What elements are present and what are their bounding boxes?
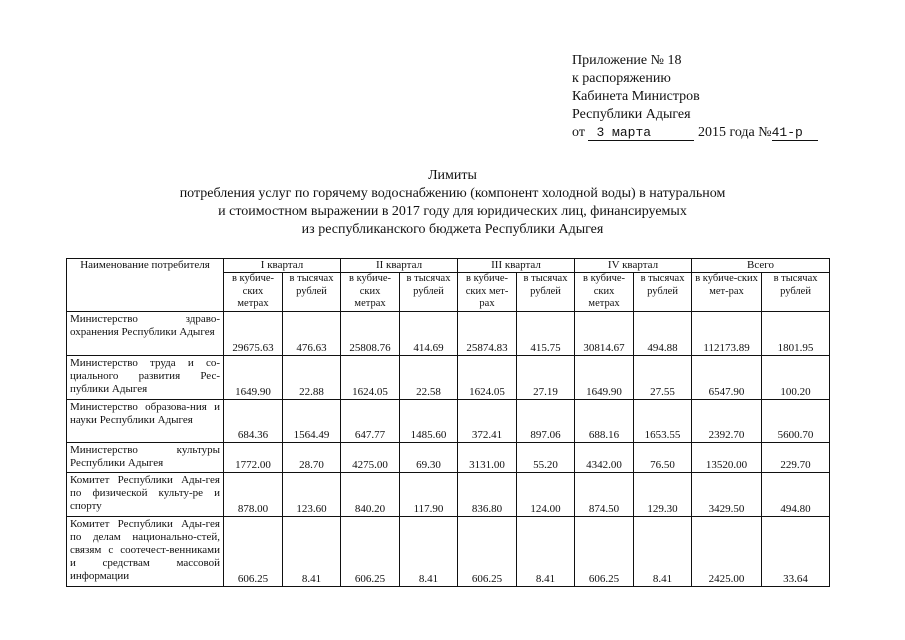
name-column-header: Наименование потребителя — [67, 259, 224, 312]
q1-volume-header: в кубиче-ских метрах — [224, 273, 283, 312]
table-cell: 124.00 — [517, 472, 575, 516]
table-cell: 897.06 — [517, 399, 575, 442]
appendix-issuer: Кабинета Министров — [572, 89, 700, 104]
table-cell: 8.41 — [517, 516, 575, 586]
q4-cost-header: в тысячах рублей — [634, 273, 692, 312]
date-suffix: 2015 года № — [697, 125, 772, 140]
table-cell: 13520.00 — [692, 442, 762, 472]
document-title — [0, 167, 905, 239]
q2-cost-header: в тысячах рублей — [400, 273, 458, 312]
table-cell: 117.90 — [400, 472, 458, 516]
table-cell: 606.25 — [575, 516, 634, 586]
table-cell: 476.63 — [283, 311, 341, 355]
table-cell: 123.60 — [283, 472, 341, 516]
table-row — [67, 355, 830, 399]
table-cell: 28.70 — [283, 442, 341, 472]
table-cell: 1772.00 — [224, 442, 283, 472]
table-cell: 30814.67 — [575, 311, 634, 355]
table-cell: 2425.00 — [692, 516, 762, 586]
table-cell: 1649.90 — [224, 355, 283, 399]
title-line-4: из республиканского бюджета Республики Адыгея — [301, 222, 604, 237]
table-cell: 840.20 — [341, 472, 400, 516]
table-cell: 372.41 — [458, 399, 517, 442]
table-cell: 606.25 — [341, 516, 400, 586]
table-cell: 25808.76 — [341, 311, 400, 355]
table-cell: 647.77 — [341, 399, 400, 442]
table-row — [67, 442, 830, 472]
table-cell: 8.41 — [400, 516, 458, 586]
q3-volume-header: в кубиче-ских мет-рах — [458, 273, 517, 312]
consumer-name: Комитет Республики Ады-гея по делам национально-стей, связям с соотечест-венниками и средствам массовой информации — [67, 516, 224, 586]
table-cell: 494.80 — [762, 472, 830, 516]
table-cell: 2392.70 — [692, 399, 762, 442]
table-cell: 1801.95 — [762, 311, 830, 355]
table-cell: 1564.49 — [283, 399, 341, 442]
order-number: 41-р — [772, 126, 818, 141]
table-row — [67, 399, 830, 442]
title-line-2: потребления услуг по горячему водоснабжению (компонент холодной воды) в натуральном — [179, 186, 726, 201]
table-cell: 229.70 — [762, 442, 830, 472]
table-cell: 55.20 — [517, 442, 575, 472]
date-value: 3 марта — [588, 126, 694, 141]
consumer-name: Комитет Республики Ады-гея по физической культу-ре и спорту — [67, 472, 224, 516]
q1-cost-header: в тысячах рублей — [283, 273, 341, 312]
title-line-1: Лимиты — [428, 168, 477, 183]
table-cell: 606.25 — [458, 516, 517, 586]
consumer-name: Министерство культуры Республики Адыгея — [67, 442, 224, 472]
table-cell: 1624.05 — [458, 355, 517, 399]
table-cell: 688.16 — [575, 399, 634, 442]
table-cell: 415.75 — [517, 311, 575, 355]
table-cell: 69.30 — [400, 442, 458, 472]
appendix-republic: Республики Адыгея — [572, 107, 691, 122]
q2-volume-header: в кубиче-ских метрах — [341, 273, 400, 312]
table-cell: 27.55 — [634, 355, 692, 399]
table-cell: 1649.90 — [575, 355, 634, 399]
date-prefix: от — [572, 125, 585, 140]
table-cell: 8.41 — [634, 516, 692, 586]
table-cell: 3131.00 — [458, 442, 517, 472]
table-cell: 606.25 — [224, 516, 283, 586]
quarter-1-header: I квартал — [224, 259, 341, 273]
table-cell: 22.58 — [400, 355, 458, 399]
table-cell: 836.80 — [458, 472, 517, 516]
q3-cost-header: в тысячах рублей — [517, 273, 575, 312]
consumer-name: Министерство труда и со-циального развития Рес-публики Адыгея — [67, 355, 224, 399]
title-line-3: и стоимостном выражении в 2017 году для юридических лиц, финансируемых — [218, 204, 687, 219]
total-cost-header: в тысячах рублей — [762, 273, 830, 312]
table-cell: 878.00 — [224, 472, 283, 516]
table-cell: 4275.00 — [341, 442, 400, 472]
table-cell: 5600.70 — [762, 399, 830, 442]
table-cell: 3429.50 — [692, 472, 762, 516]
q4-volume-header: в кубиче-ских метрах — [575, 273, 634, 312]
table-row — [67, 311, 830, 355]
table-cell: 684.36 — [224, 399, 283, 442]
quarter-4-header: IV квартал — [575, 259, 692, 273]
table-cell: 6547.90 — [692, 355, 762, 399]
table-cell: 33.64 — [762, 516, 830, 586]
consumer-name: Министерство образова-ния и науки Республики Адыгея — [67, 399, 224, 442]
table-row — [67, 516, 830, 586]
table-cell: 1624.05 — [341, 355, 400, 399]
table-cell: 27.19 — [517, 355, 575, 399]
table-cell: 112173.89 — [692, 311, 762, 355]
table-cell: 8.41 — [283, 516, 341, 586]
table-cell: 100.20 — [762, 355, 830, 399]
table-cell: 29675.63 — [224, 311, 283, 355]
table-cell: 494.88 — [634, 311, 692, 355]
quarter-3-header: III квартал — [458, 259, 575, 273]
quarter-2-header: II квартал — [341, 259, 458, 273]
table-cell: 129.30 — [634, 472, 692, 516]
table-cell: 25874.83 — [458, 311, 517, 355]
total-header: Всего — [692, 259, 830, 273]
appendix-date-line — [572, 124, 818, 142]
appendix-header — [572, 52, 818, 142]
table-cell: 1653.55 — [634, 399, 692, 442]
table-cell: 76.50 — [634, 442, 692, 472]
appendix-number: Приложение № 18 — [572, 53, 682, 68]
total-volume-header: в кубиче-ских мет-рах — [692, 273, 762, 312]
limits-table — [66, 258, 830, 587]
table-cell: 4342.00 — [575, 442, 634, 472]
appendix-ref: к распоряжению — [572, 71, 671, 86]
table-cell: 1485.60 — [400, 399, 458, 442]
consumer-name: Министерство здраво-охранения Республики Адыгея — [67, 311, 224, 355]
table-cell: 414.69 — [400, 311, 458, 355]
table-row — [67, 472, 830, 516]
table-cell: 22.88 — [283, 355, 341, 399]
table-cell: 874.50 — [575, 472, 634, 516]
